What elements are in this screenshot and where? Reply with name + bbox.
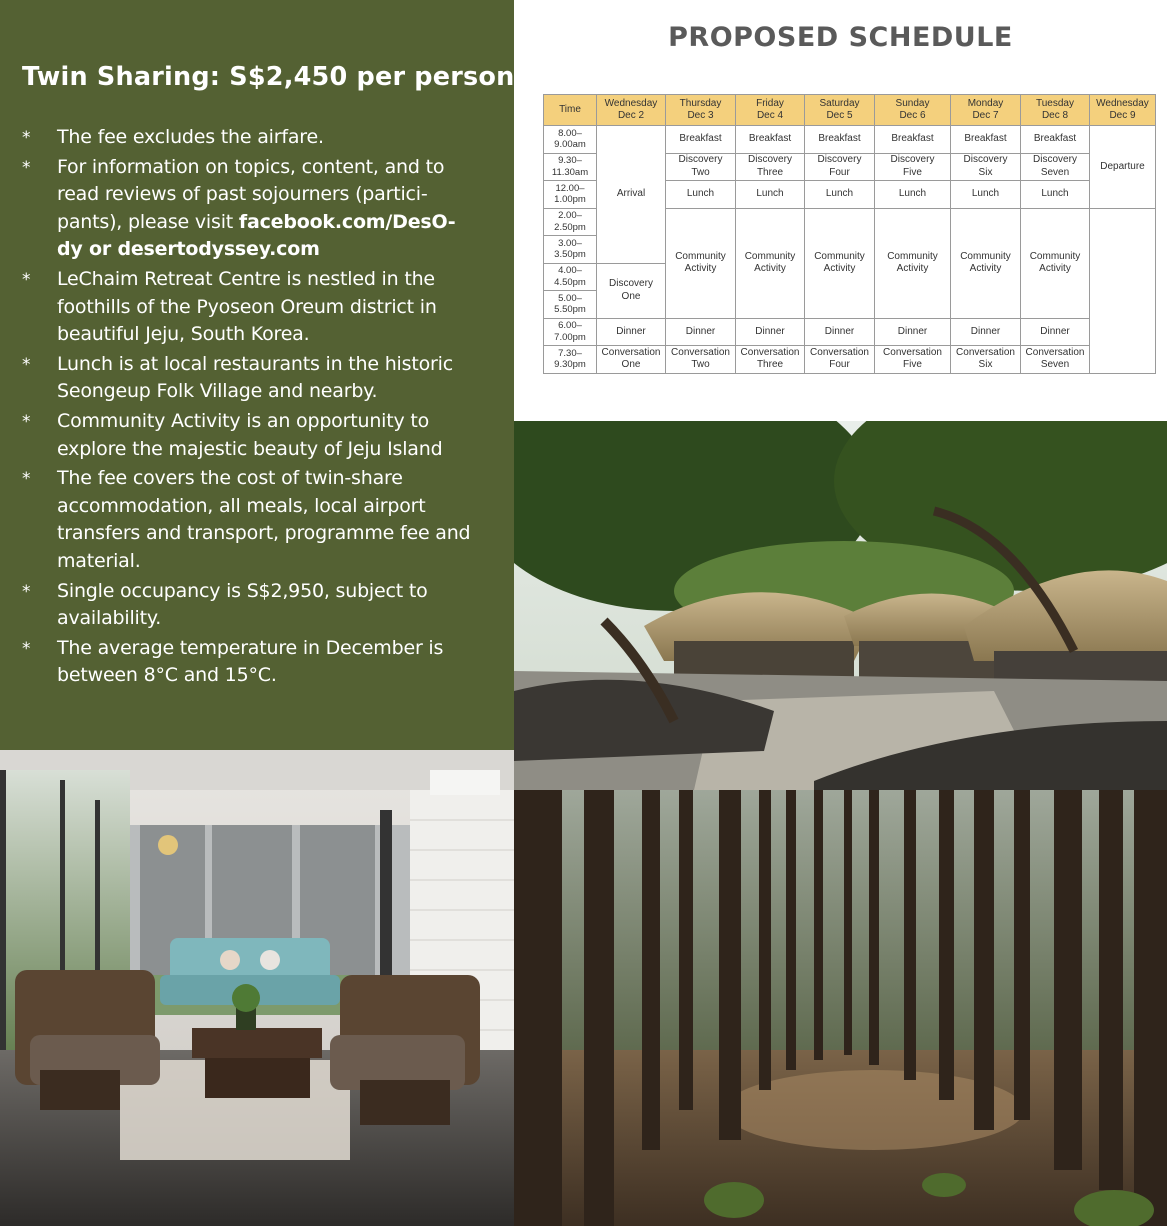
schedule-row [544, 346, 1156, 374]
lunch-cell: Lunch [736, 181, 805, 209]
discovery-cell: Discovery Seven [1021, 153, 1090, 181]
time-cell: 6.00– 7.00pm [544, 318, 597, 346]
notes-list [22, 124, 486, 690]
conversation-cell: Conversation Four [805, 346, 875, 374]
note-text: The fee covers the cost of twin-share accommodation, all meals, local airport transfers and transport, programme fee and material. [57, 467, 471, 572]
bullet-asterisk: * [22, 157, 31, 178]
bullet-asterisk: * [22, 411, 31, 432]
note-item [22, 635, 486, 690]
note-item [22, 465, 486, 575]
time-cell: 8.00– 9.00am [544, 126, 597, 154]
community-activity-cell: Community Activity [736, 208, 805, 318]
note-text: LeChaim Retreat Centre is nestled in the foothills of the Pyoseon Oreum district in beautiful Jeju, South Korea. [57, 267, 437, 346]
schedule-title: PROPOSED SCHEDULE [668, 22, 1013, 53]
lunch-cell: Lunch [951, 181, 1021, 209]
discovery-cell: Discovery Three [736, 153, 805, 181]
conversation-cell: Conversation Five [875, 346, 951, 374]
note-text: The fee excludes the airfare. [57, 126, 324, 148]
conversation-cell: Conversation Seven [1021, 346, 1090, 374]
time-cell: 7.30– 9.30pm [544, 346, 597, 374]
community-activity-cell: Community Activity [805, 208, 875, 318]
community-activity-cell: Community Activity [666, 208, 736, 318]
conversation-cell: Conversation Three [736, 346, 805, 374]
breakfast-cell: Breakfast [736, 126, 805, 154]
conversation-cell: Conversation One [597, 346, 666, 374]
note-item [22, 124, 486, 152]
bullet-asterisk: * [22, 469, 31, 490]
lunch-cell: Lunch [666, 181, 736, 209]
schedule-table [543, 94, 1156, 374]
time-cell: 9.30– 11.30am [544, 153, 597, 181]
dinner-cell: Dinner [666, 318, 736, 346]
breakfast-cell: Breakfast [875, 126, 951, 154]
discovery-one-cell: Discovery One [597, 263, 666, 318]
dinner-cell: Dinner [875, 318, 951, 346]
breakfast-cell: Breakfast [666, 126, 736, 154]
note-item [22, 351, 486, 406]
time-cell: 4.00– 4.50pm [544, 263, 597, 291]
info-panel [0, 0, 514, 750]
lunch-cell: Lunch [1021, 181, 1090, 209]
day-header: Saturday Dec 5 [805, 95, 875, 126]
dinner-cell: Dinner [736, 318, 805, 346]
time-header: Time [544, 95, 597, 126]
dinner-cell: Dinner [805, 318, 875, 346]
bullet-asterisk: * [22, 354, 31, 375]
discovery-cell: Discovery Four [805, 153, 875, 181]
bullet-asterisk: * [22, 638, 31, 659]
cedar-forest-photo [514, 790, 1167, 1226]
note-link-text[interactable]: facebook.com/DesO- dy or desertodyssey.com [57, 210, 456, 261]
bullet-asterisk: * [22, 581, 31, 602]
folk-village-photo [514, 421, 1167, 790]
schedule-row [544, 126, 1156, 154]
time-cell: 2.00– 2.50pm [544, 208, 597, 236]
day-header: Monday Dec 7 [951, 95, 1021, 126]
dinner-cell: Dinner [1021, 318, 1090, 346]
schedule-header-row [544, 95, 1156, 126]
bullet-asterisk: * [22, 269, 31, 290]
day-header: Wednesday Dec 2 [597, 95, 666, 126]
breakfast-cell: Breakfast [805, 126, 875, 154]
community-activity-cell: Community Activity [951, 208, 1021, 318]
note-text: For information on topics, content, and to read reviews of past sojourners (partici- pants), please visit [57, 155, 445, 233]
note-item [22, 154, 486, 264]
note-item [22, 408, 486, 463]
time-cell: 3.00– 3.50pm [544, 236, 597, 264]
discovery-cell: Discovery Two [666, 153, 736, 181]
bullet-asterisk: * [22, 128, 31, 148]
note-text: Community Activity is an opportunity to explore the majestic beauty of Jeju Island [57, 409, 443, 460]
price-heading: Twin Sharing: S$2,450 per person [22, 62, 515, 92]
note-text: Lunch is at local restaurants in the historic Seongeup Folk Village and nearby. [57, 352, 453, 403]
breakfast-cell: Breakfast [1021, 126, 1090, 154]
departure-cell: Departure [1090, 126, 1156, 209]
discovery-cell: Discovery Five [875, 153, 951, 181]
day-header: Sunday Dec 6 [875, 95, 951, 126]
time-cell: 12.00– 1.00pm [544, 181, 597, 209]
schedule-row [544, 318, 1156, 346]
note-item [22, 266, 486, 349]
empty-cell [1090, 208, 1156, 373]
note-item [22, 578, 486, 633]
conversation-cell: Conversation Six [951, 346, 1021, 374]
day-header: Wednesday Dec 9 [1090, 95, 1156, 126]
discovery-cell: Discovery Six [951, 153, 1021, 181]
day-header: Thursday Dec 3 [666, 95, 736, 126]
day-header: Tuesday Dec 8 [1021, 95, 1090, 126]
breakfast-cell: Breakfast [951, 126, 1021, 154]
time-cell: 5.00– 5.50pm [544, 291, 597, 319]
dinner-cell: Dinner [597, 318, 666, 346]
day-header: Friday Dec 4 [736, 95, 805, 126]
lunch-cell: Lunch [875, 181, 951, 209]
note-text: Single occupancy is S$2,950, subject to availability. [57, 579, 428, 630]
lounge-photo [0, 750, 514, 1226]
community-activity-cell: Community Activity [875, 208, 951, 318]
conversation-cell: Conversation Two [666, 346, 736, 374]
note-text: The average temperature in December is between 8°C and 15°C. [57, 636, 444, 687]
dinner-cell: Dinner [951, 318, 1021, 346]
community-activity-cell: Community Activity [1021, 208, 1090, 318]
lunch-cell: Lunch [805, 181, 875, 209]
arrival-cell: Arrival [597, 126, 666, 264]
